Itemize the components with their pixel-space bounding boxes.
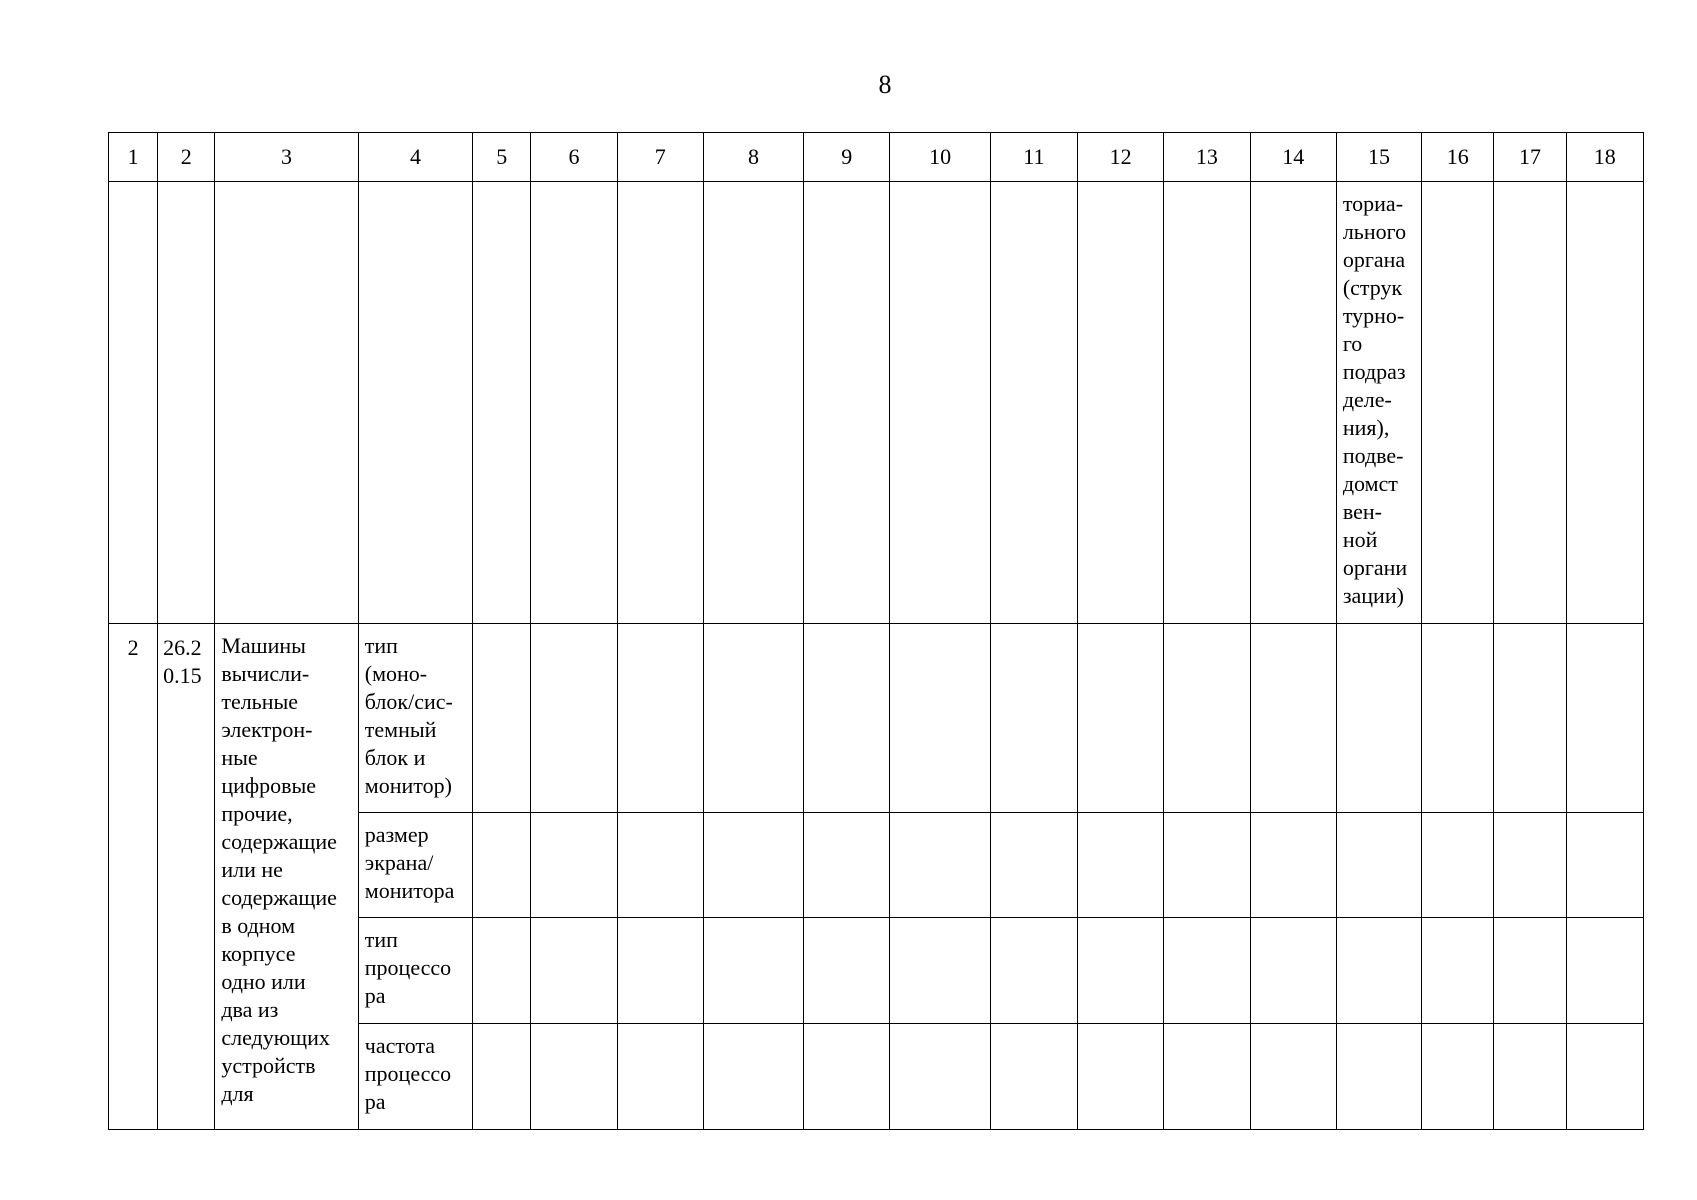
table-cell	[531, 918, 617, 1024]
table-cell	[1566, 624, 1643, 813]
table-cell	[1250, 918, 1336, 1024]
table-cell	[990, 624, 1077, 813]
table-cell	[617, 813, 703, 918]
table-cell	[473, 813, 531, 918]
table-cell	[1336, 624, 1421, 813]
column-header: 10	[890, 133, 990, 182]
table-cell	[703, 813, 803, 918]
characteristic-text: частота процессо ра	[364, 1033, 452, 1114]
table-cell	[1566, 813, 1643, 918]
table-cell	[804, 813, 890, 918]
characteristic-cell	[358, 1024, 472, 1130]
table-cell	[473, 918, 531, 1024]
table-cell	[703, 624, 803, 813]
column-header: 8	[703, 133, 803, 182]
table-cell	[1566, 182, 1643, 624]
table-cell	[1494, 624, 1566, 813]
column-header: 2	[158, 133, 215, 182]
item-number-cell	[109, 624, 158, 1130]
table-cell	[617, 624, 703, 813]
table-cell	[1336, 182, 1421, 624]
table-cell	[473, 182, 531, 624]
table-cell	[990, 182, 1077, 624]
table-cell	[1078, 813, 1164, 918]
table-cell	[804, 918, 890, 1024]
column-header: 7	[617, 133, 703, 182]
document-table	[108, 132, 1644, 1130]
header-row	[109, 133, 1644, 182]
column-header: 1	[109, 133, 158, 182]
table-cell	[1422, 813, 1494, 918]
table-cell	[890, 813, 990, 918]
column-header: 11	[990, 133, 1077, 182]
table-cell	[1078, 182, 1164, 624]
table-cell	[703, 918, 803, 1024]
table-cell	[1250, 624, 1336, 813]
characteristic-text: тип (моно- блок/сис- темный блок и монитор)	[364, 633, 453, 798]
table-cell	[1164, 1024, 1250, 1130]
table-cell	[890, 182, 990, 624]
column-header: 17	[1494, 133, 1566, 182]
item-number: 2	[127, 635, 139, 660]
item-row	[109, 624, 1644, 813]
table-cell	[1078, 1024, 1164, 1130]
table-cell	[1164, 182, 1250, 624]
table-cell	[1422, 918, 1494, 1024]
column-header: 9	[804, 133, 890, 182]
table-cell	[703, 1024, 803, 1130]
table-cell	[531, 182, 617, 624]
table-cell	[804, 624, 890, 813]
column-header: 18	[1566, 133, 1643, 182]
table-cell	[531, 624, 617, 813]
table-cell	[531, 813, 617, 918]
column-header: 6	[531, 133, 617, 182]
table-cell	[1336, 813, 1421, 918]
table-cell	[473, 1024, 531, 1130]
table-cell	[1566, 1024, 1643, 1130]
table-cell	[1422, 624, 1494, 813]
page-number: 8	[878, 70, 892, 99]
table-cell	[1422, 1024, 1494, 1130]
item-name: Машины вычисли- тельные электрон- ные цифровые прочие, содержащие или не содержащие в одном корпусе одно или два из следующих устройств для	[221, 633, 337, 1106]
table-cell	[215, 182, 358, 624]
continuation-row	[109, 182, 1644, 624]
table-cell	[1494, 813, 1566, 918]
table-cell	[531, 1024, 617, 1130]
column-header: 16	[1422, 133, 1494, 182]
table-cell	[1164, 813, 1250, 918]
table-cell	[1078, 918, 1164, 1024]
characteristic-text: тип процессо ра	[364, 927, 452, 1008]
column-header: 12	[1078, 133, 1164, 182]
table-cell	[1494, 182, 1566, 624]
table-cell	[804, 1024, 890, 1130]
table-cell	[1566, 918, 1643, 1024]
column-header: 14	[1250, 133, 1336, 182]
table-cell	[703, 182, 803, 624]
table-cell	[990, 918, 1077, 1024]
table-cell	[804, 182, 890, 624]
table-cell	[1078, 624, 1164, 813]
table-cell	[1250, 813, 1336, 918]
column-header: 13	[1164, 133, 1250, 182]
table-cell	[890, 918, 990, 1024]
table-cell	[1164, 624, 1250, 813]
item-name-cell	[215, 624, 358, 1130]
column-header: 15	[1336, 133, 1421, 182]
table-cell	[1422, 182, 1494, 624]
characteristic-cell	[358, 918, 472, 1024]
table-cell	[1494, 918, 1566, 1024]
table-cell	[1250, 182, 1336, 624]
column-header: 4	[358, 133, 472, 182]
continuation-text: ториа- льного органа (струк турно- го подраз деле- ния), подве- домст вен- ной органи зации)	[1342, 191, 1408, 608]
characteristic-text: размер экрана/ монитора	[364, 822, 455, 903]
table-cell	[890, 624, 990, 813]
table-cell	[473, 624, 531, 813]
table-cell	[158, 182, 215, 624]
item-code: 26.2 0.15	[163, 635, 202, 688]
table-cell	[1336, 918, 1421, 1024]
table-cell	[617, 182, 703, 624]
column-header: 5	[473, 133, 531, 182]
column-header: 3	[215, 133, 358, 182]
table-cell	[109, 182, 158, 624]
table-cell	[1250, 1024, 1336, 1130]
table-cell	[1336, 1024, 1421, 1130]
item-code-cell	[158, 624, 215, 1130]
table-cell	[617, 918, 703, 1024]
table-cell	[990, 813, 1077, 918]
table-cell	[990, 1024, 1077, 1130]
characteristic-cell	[358, 813, 472, 918]
table-cell	[1164, 918, 1250, 1024]
characteristic-cell	[358, 624, 472, 813]
table-cell	[617, 1024, 703, 1130]
table-cell	[358, 182, 472, 624]
table-cell	[890, 1024, 990, 1130]
table-cell	[1494, 1024, 1566, 1130]
